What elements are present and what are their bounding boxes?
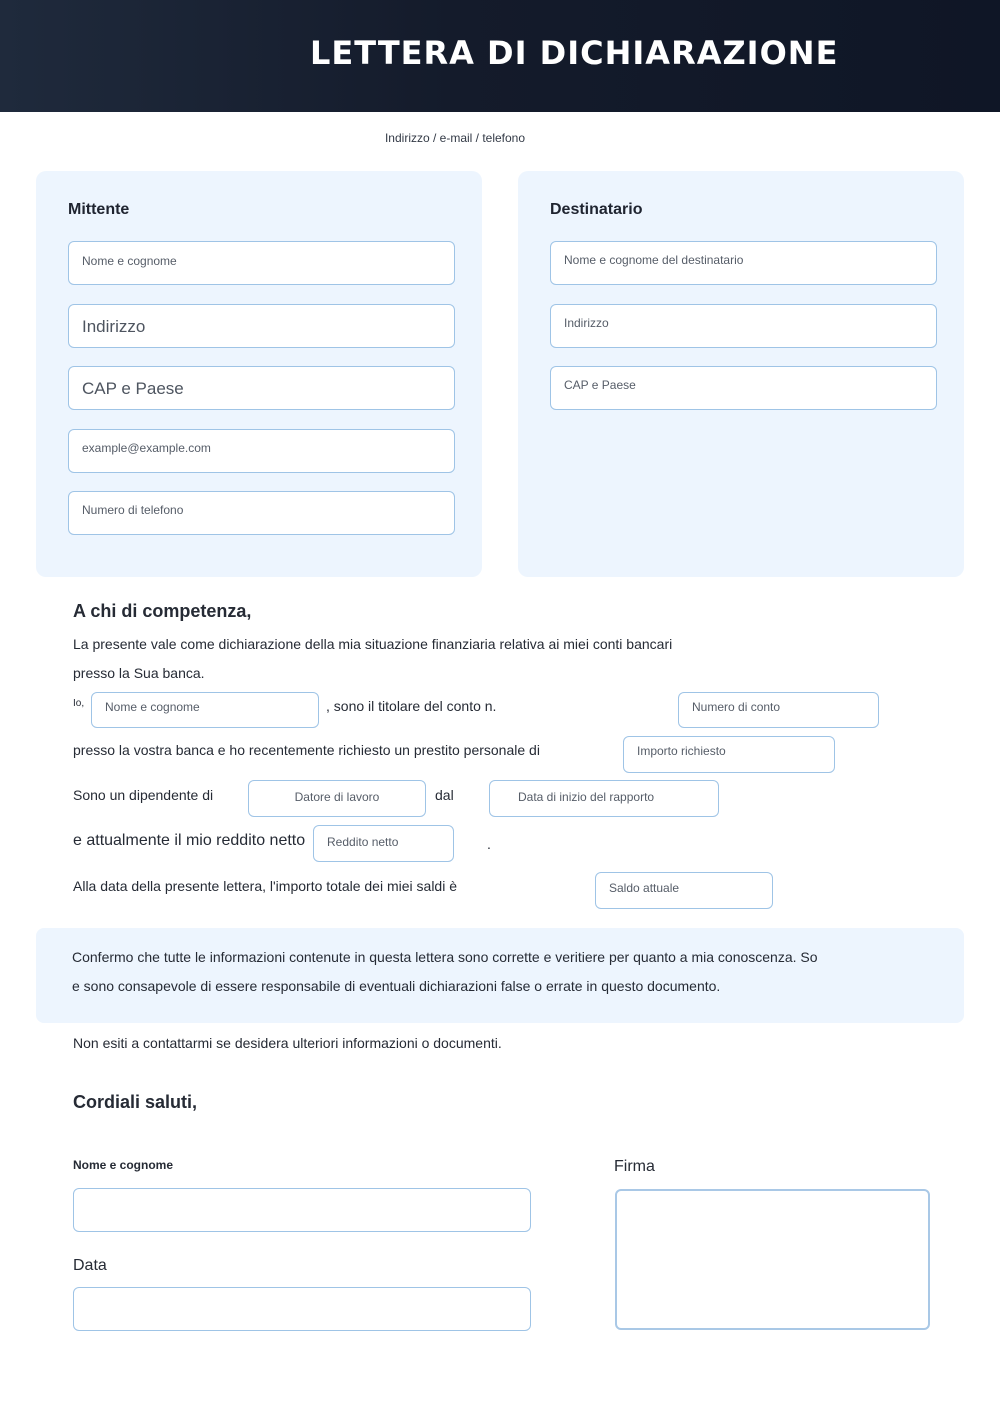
signature-label: Firma [614, 1158, 655, 1175]
sender-address-field[interactable] [68, 304, 455, 348]
io-label: Io, [73, 698, 85, 709]
page-title: LETTERA DI DICHIARAZIONE [310, 34, 839, 72]
recipient-zip-country-field[interactable] [550, 366, 937, 410]
recipient-name-field[interactable] [550, 241, 937, 285]
current-balance-field[interactable] [595, 872, 773, 909]
loan-text: presso la vostra banca e ho recentemente richiesto un prestito personale di [73, 742, 540, 758]
contact-line: Indirizzo / e-mail / telefono [384, 131, 526, 145]
confirmation-box [36, 928, 964, 1023]
sender-email-placeholder: example@example.com [82, 441, 211, 455]
account-text: , sono il titolare del conto n. [326, 698, 497, 714]
signoff-date-label: Data [73, 1257, 107, 1274]
recipient-address-field[interactable] [550, 304, 937, 348]
body-name-field[interactable] [91, 692, 319, 728]
greeting-heading: A chi di competenza, [73, 601, 252, 621]
loan-amount-field[interactable] [623, 736, 835, 773]
recipient-address-placeholder: Indirizzo [564, 316, 609, 330]
account-number-field[interactable] [678, 692, 879, 728]
signoff-name-label: Nome e cognome [73, 1158, 174, 1172]
signoff-name-field[interactable] [73, 1188, 531, 1232]
contact-note: Non esiti a contattarmi se desidera ulteriori informazioni o documenti. [73, 1035, 502, 1051]
income-period: . [487, 836, 491, 852]
net-income-placeholder: Reddito netto [327, 835, 399, 849]
account-number-placeholder: Numero di conto [692, 700, 781, 714]
signoff-date-field[interactable] [73, 1287, 531, 1331]
signature-box[interactable] [615, 1189, 930, 1330]
net-income-field[interactable] [313, 825, 454, 862]
recipient-zip-country-placeholder: CAP e Paese [564, 378, 636, 392]
loan-amount-placeholder: Importo richiesto [637, 744, 726, 758]
from-text: dal [435, 787, 454, 803]
sender-zip-country-field[interactable] [68, 366, 455, 410]
confirmation-line-1: Confermo che tutte le informazioni contenute in questa lettera sono corrette e veritiere per quanto a mia conoscenza. So [72, 949, 818, 965]
employee-text: Sono un dipendente di [73, 787, 214, 803]
sender-phone-placeholder: Numero di telefono [82, 503, 184, 517]
sender-name-field[interactable] [68, 241, 455, 285]
employer-placeholder: Datore di lavoro [294, 790, 380, 804]
start-date-field[interactable] [489, 780, 719, 817]
current-balance-placeholder: Saldo attuale [609, 881, 680, 895]
sender-zip-country-placeholder: CAP e Paese [82, 379, 184, 398]
recipient-title: Destinatario [550, 201, 643, 218]
sender-email-field[interactable] [68, 429, 455, 473]
body-name-placeholder: Nome e cognome [105, 700, 200, 714]
closing-heading: Cordiali saluti, [73, 1092, 198, 1112]
employer-field[interactable] [248, 780, 426, 817]
balance-text: Alla data della presente lettera, l'importo totale dei miei saldi è [73, 878, 457, 894]
sender-name-placeholder: Nome e cognome [82, 254, 177, 268]
recipient-name-placeholder: Nome e cognome del destinatario [564, 253, 744, 267]
income-text: e attualmente il mio reddito netto [73, 832, 306, 849]
sender-title: Mittente [68, 201, 130, 218]
sender-phone-field[interactable] [68, 491, 455, 535]
header-banner [0, 0, 1000, 112]
start-date-placeholder: Data di inizio del rapporto [518, 790, 655, 804]
intro-line-2: presso la Sua banca. [73, 665, 205, 681]
confirmation-line-2: e sono consapevole di essere responsabile di eventuali dichiarazioni false o errate in questo documento. [72, 978, 721, 994]
sender-address-placeholder: Indirizzo [82, 317, 146, 336]
intro-line-1: La presente vale come dichiarazione della mia situazione finanziaria relativa ai miei conti bancari [73, 636, 673, 652]
